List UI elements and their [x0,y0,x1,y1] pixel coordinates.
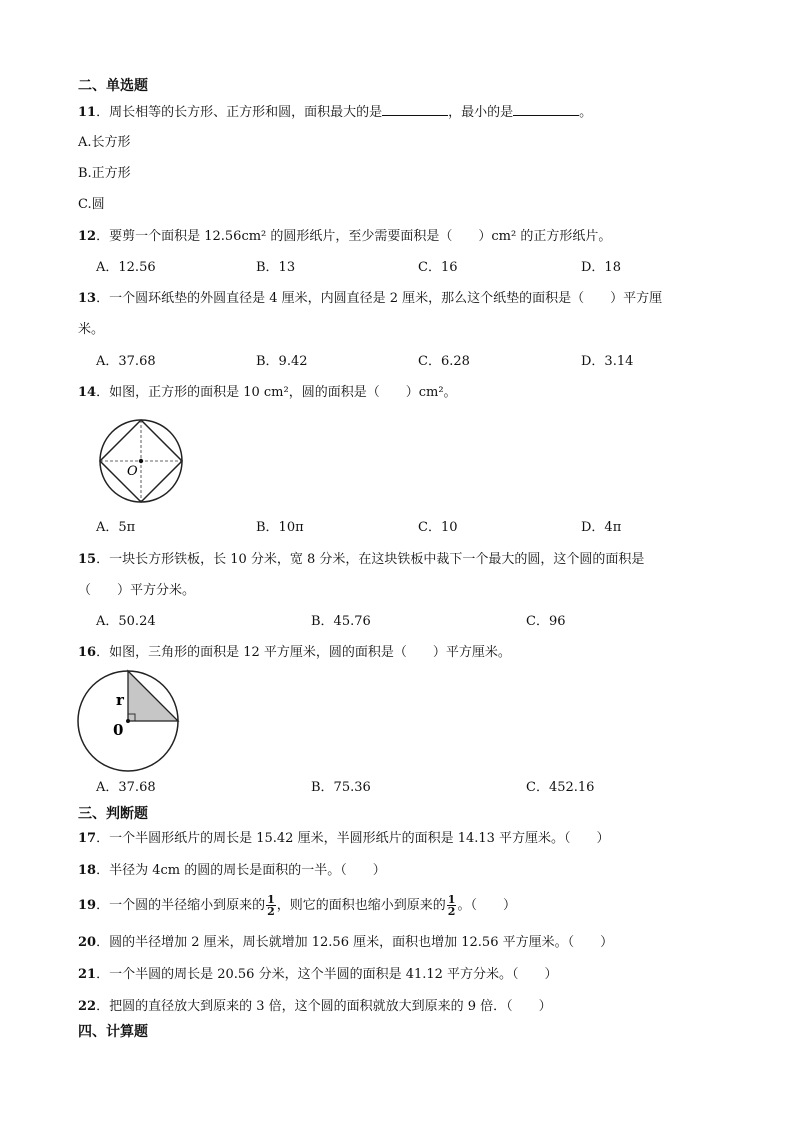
option-b: B．13 [256,260,296,275]
figure-center-point [126,719,130,723]
question-text: ．如图，三角形的面积是 12 平方厘米，圆的面积是（ ）平方厘米。 [96,645,511,660]
question-number: 14 [78,385,97,400]
question-text: ．一个圆环纸垫的外圆直径是 4 厘米，内圆直径是 2 厘米，那么这个纸垫的面积是（ ）平方厘 [96,291,663,306]
option-a: A.长方形 [78,135,131,150]
option-c: C．96 [526,614,566,629]
option-a: A．37.68 [96,354,156,369]
option-b: B．75.36 [311,780,371,795]
fraction-one-half [447,894,457,917]
question-number: 15 [78,552,97,567]
option-c: C．16 [418,260,458,275]
option-d: D．3.14 [581,354,634,369]
option-c: C．452.16 [526,780,595,795]
option-b: B．10π [256,520,304,535]
question-21 [78,966,558,984]
fraction-numerator: 1 [267,893,275,906]
question-number: 17 [78,831,97,846]
figure-center-label: O [127,464,138,479]
question-number: 22 [78,999,97,1014]
circle-triangle-figure [76,669,182,775]
question-22 [78,998,552,1016]
question-text: 。（ ） [457,898,516,913]
question-text: ，则它的面积也缩小到原来的 [276,898,446,913]
option-a: A．37.68 [96,780,156,795]
question-11 [78,103,592,122]
section-heading-true-false: 三、判断题 [78,806,148,822]
question-15-continued: （ ）平方分米。 [78,583,196,598]
question-18 [78,862,386,880]
fraction-denominator: 2 [267,905,275,918]
option-c: C．10 [418,520,458,535]
fraction-one-half [266,894,276,917]
question-text: 。 [579,105,593,120]
question-text: ．周长相等的长方形、正方形和圆，面积最大的是 [96,105,383,120]
question-number: 11 [78,105,97,120]
option-a: A．50.24 [96,614,156,629]
question-14 [78,384,457,402]
option-c: C．6.28 [418,354,470,369]
question-text: ．要剪一个面积是 12.56cm² 的圆形纸片，至少需要面积是（ ）cm² 的正方形纸片。 [96,229,612,244]
question-number: 18 [78,863,97,878]
figure-center-label: 0 [113,721,124,739]
option-b: B．9.42 [256,354,308,369]
figure-radius-label: r [116,691,124,709]
question-13-continued: 米。 [78,322,105,337]
question-number: 21 [78,967,97,982]
question-16 [78,644,511,662]
question-text: ．一个圆的半径缩小到原来的 [96,898,266,913]
option-a: A．5π [96,520,136,535]
option-b: B．45.76 [311,614,371,629]
question-number: 12 [78,229,97,244]
option-a: A．12.56 [96,260,156,275]
question-number: 20 [78,935,97,950]
question-19 [78,893,516,919]
question-text: ．一个半圆的周长是 20.56 分米，这个半圆的面积是 41.12 平方分米。（ ） [96,967,558,982]
section-heading-single-choice: 二、单选题 [78,78,148,94]
question-text: ．把圆的直径放大到原来的 3 倍，这个圆的面积就放大到原来的 9 倍．（ ） [96,999,552,1014]
question-number: 13 [78,291,97,306]
option-d: D．18 [581,260,621,275]
option-c: C.圆 [78,197,105,212]
option-b: B.正方形 [78,166,131,181]
question-text: ．如图，正方形的面积是 10 cm²，圆的面积是（ ）cm²。 [96,385,457,400]
question-text: ，最小的是 [448,105,514,120]
question-12 [78,228,611,246]
answer-blank [382,103,448,116]
circle-square-figure [96,418,186,508]
question-text: ．一个半圆形纸片的周长是 15.42 厘米，半圆形纸片的面积是 14.13 平方厘米。（ ） [96,831,610,846]
question-13 [78,290,662,308]
question-text: ．圆的半径增加 2 厘米，周长就增加 12.56 厘米，面积也增加 12.56 平方厘米。（ ） [96,935,614,950]
fraction-denominator: 2 [447,905,456,918]
question-text: ．半径为 4cm 的圆的周长是面积的一半。（ ） [96,863,386,878]
fraction-numerator: 1 [447,893,456,906]
section-heading-calculation: 四、计算题 [78,1024,148,1040]
answer-blank [513,103,579,116]
question-17 [78,830,610,848]
option-d: D．4π [581,520,622,535]
question-number: 19 [78,898,97,913]
question-20 [78,934,613,952]
question-15 [78,551,644,569]
question-number: 16 [78,645,97,660]
question-text: ．一块长方形铁板，长 10 分米，宽 8 分米，在这块铁板中裁下一个最大的圆，这个圆的面积是 [96,552,645,567]
figure-center-point [139,459,143,463]
